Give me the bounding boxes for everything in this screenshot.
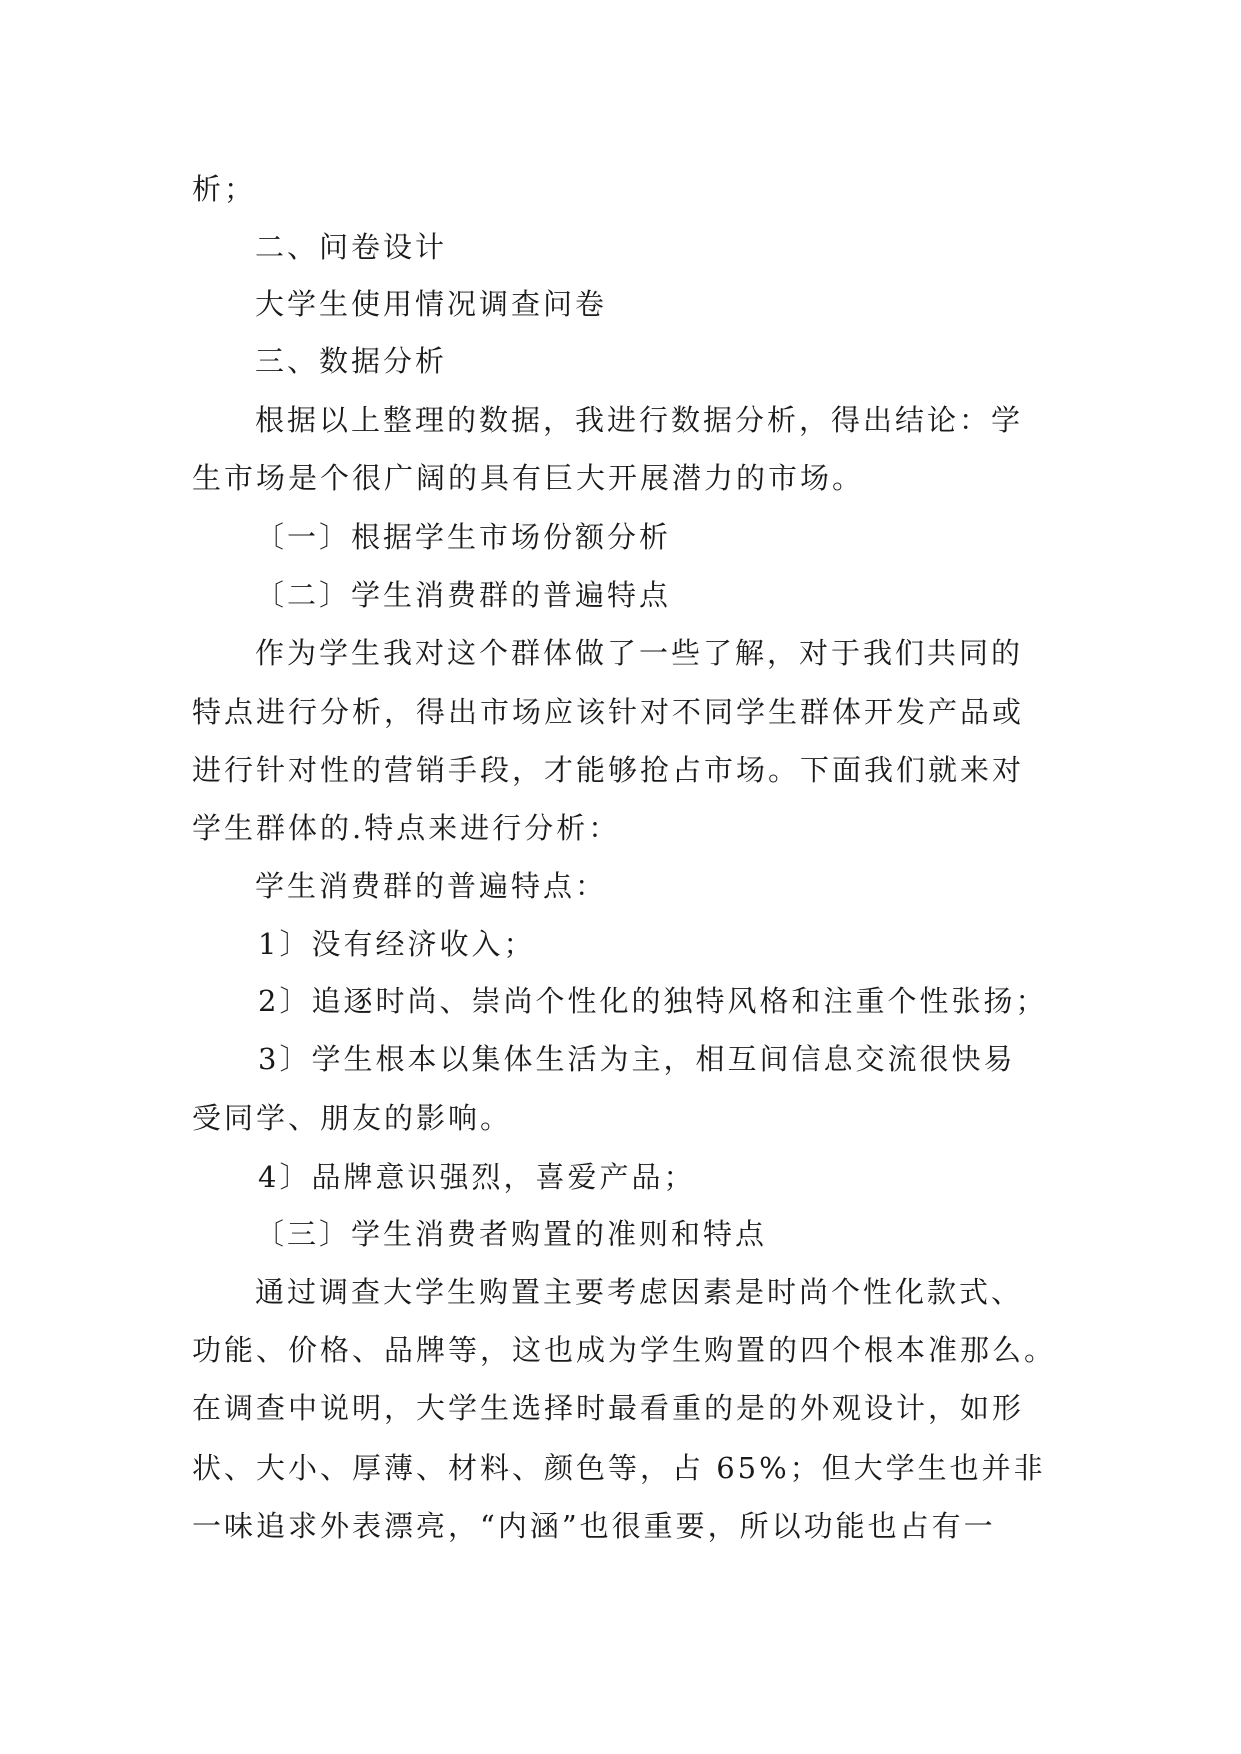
subsection-heading: 〔一〕根据学生市场份额分析: [255, 520, 672, 554]
paragraph-line: 一味追求外表漂亮，“内涵”也很重要，所以功能也占有一: [192, 1509, 996, 1543]
paragraph-line: 进行针对性的营销手段，才能够抢占市场。下面我们就来对: [192, 753, 1025, 787]
paragraph-line: 在调查中说明，大学生选择时最看重的是的外观设计，如形: [192, 1391, 1025, 1425]
section-heading: 三、数据分析: [255, 344, 448, 378]
paragraph-line: 学生群体的.特点来进行分析：: [192, 811, 621, 845]
paragraph-line: 学生消费群的普遍特点：: [255, 869, 608, 903]
section-heading: 二、问卷设计: [255, 230, 448, 264]
paragraph-line: 作为学生我对这个群体做了一些了解，对于我们共同的: [255, 636, 1024, 670]
list-item: 1〕没有经济收入；: [258, 927, 536, 961]
subsection-heading: 〔三〕学生消费者购置的准则和特点: [255, 1217, 768, 1251]
subsection-heading: 〔二〕学生消费群的普遍特点: [255, 578, 672, 612]
paragraph-line: 大学生使用情况调查问卷: [255, 287, 608, 321]
paragraph-line: 状、大小、厚薄、材料、颜色等，占 65%；但大学生也并非: [192, 1451, 1046, 1485]
paragraph-line: 通过调查大学生购置主要考虑因素是时尚个性化款式、: [255, 1275, 1024, 1309]
paragraph-line: 特点进行分析，得出市场应该针对不同学生群体开发产品或: [192, 695, 1025, 729]
paragraph-line: 功能、价格、品牌等，这也成为学生购置的四个根本准那么。: [192, 1333, 1057, 1367]
paragraph-line: 析；: [192, 172, 257, 206]
list-item: 4〕品牌意识强烈，喜爱产品；: [258, 1160, 696, 1194]
list-item: 2〕追逐时尚、崇尚个性化的独特风格和注重个性张扬；: [258, 984, 1048, 1018]
paragraph-line: 根据以上整理的数据，我进行数据分析，得出结论：学: [255, 403, 1024, 437]
paragraph-line: 生市场是个很广阔的具有巨大开展潜力的市场。: [192, 461, 865, 495]
list-item: 3〕学生根本以集体生活为主，相互间信息交流很快易: [258, 1042, 1016, 1076]
paragraph-line: 受同学、朋友的影响。: [192, 1101, 513, 1135]
